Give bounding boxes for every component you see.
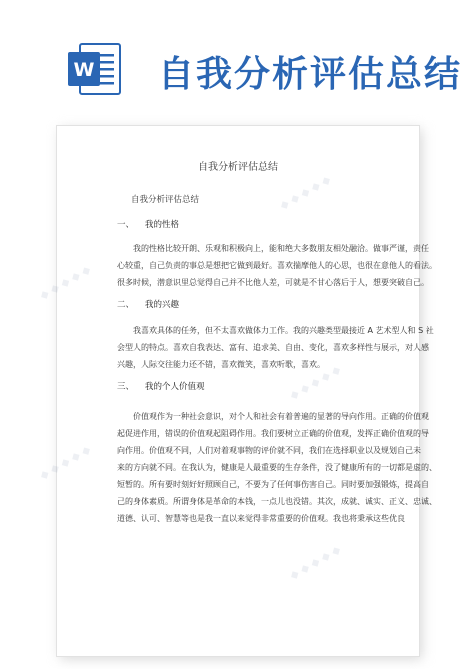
word-brand-letter: W [73, 59, 95, 81]
document-page [37, 125, 437, 657]
paragraph-line: 短暂的。所有要时刻好好照顾自己，不要为了任何事伤害自己。同时要加强锻炼，提高自 [117, 480, 429, 489]
section-heading [117, 218, 179, 230]
section-heading [117, 298, 179, 310]
watermark: ◆ ◆ ◆ ◆ ◆ [287, 542, 343, 583]
paragraph-line: 我的性格比较开朗、乐观和积极向上，能和绝大多数朋友相处融洽。做事严谨，责任 [133, 244, 429, 253]
paragraph-line: 很多时候，潜意识里总觉得自己并不比他人差，可就是不甘心落后于人，想要突破自己。 [117, 278, 429, 287]
paragraph-line: 己的身体素质。所谓身体是革命的本钱，一点儿也没错。其次，成就、诚实、正义、忠诚、 [117, 497, 437, 506]
watermark: ◆ ◆ ◆ ◆ ◆ [37, 442, 93, 483]
section-number: 一、 [117, 220, 135, 230]
banner-title: 自我分析评估总结 [158, 54, 463, 95]
section-paragraph [117, 240, 437, 291]
banner-header [0, 0, 474, 130]
watermark: ◆ ◆ ◆ ◆ ◆ [287, 362, 343, 403]
document-subtitle: 自我分析评估总结 [131, 195, 200, 205]
section-title: 我的性格 [145, 220, 180, 230]
section-number: 三、 [117, 382, 135, 392]
paragraph-line: 价值观作为一种社会意识，对个人和社会有着普遍的显著的导向作用。正确的价值观 [133, 412, 429, 421]
paragraph-line: 道德、认可、智慧等也是我一直以来觉得非常重要的价值观。我也将秉承这些优良 [117, 514, 405, 523]
document-title: 自我分析评估总结 [198, 162, 278, 173]
section-paragraph [117, 408, 437, 527]
paragraph-line: 起促进作用，错误的价值观起阻碍作用。我们要树立正确的价值观，发挥正确价值观的导 [117, 429, 429, 438]
paragraph-line: 心较重，自己负责的事总是想把它做到最好。喜欢揣摩他人的心思，也很在意他人的看法。 [117, 261, 437, 270]
paragraph-line: 兴趣，人际交往能力还不错，喜欢微笑，喜欢听歌，喜欢。 [117, 360, 325, 369]
watermark: ◆ ◆ ◆ ◆ ◆ [37, 262, 93, 303]
section-title: 我的个人价值观 [145, 382, 205, 392]
word-document-icon [66, 40, 122, 98]
watermark: ◆ ◆ ◆ ◆ ◆ [277, 172, 333, 213]
paragraph-line: 向作用。价值观不同，人们对着观事物的评价就不同，我们在选择职业以及规划自己未 [117, 446, 421, 455]
paragraph-line: 我喜欢具体的任务，但不太喜欢做体力工作。我的兴趣类型最接近 A 艺术型人和 S 社 [133, 326, 434, 335]
paragraph-line: 来的方向就不同。在我认为，健康是人最重要的生存条件，没了健康所有的一切都是虚的、 [117, 463, 437, 472]
paragraph-line: 会型人的特点。喜欢自我表达、富有、追求美、自由、变化，喜欢多样性与展示，对人感 [117, 343, 429, 352]
section-heading [117, 380, 205, 392]
section-paragraph [117, 322, 434, 373]
section-title: 我的兴趣 [145, 300, 180, 310]
section-number: 二、 [117, 300, 135, 310]
